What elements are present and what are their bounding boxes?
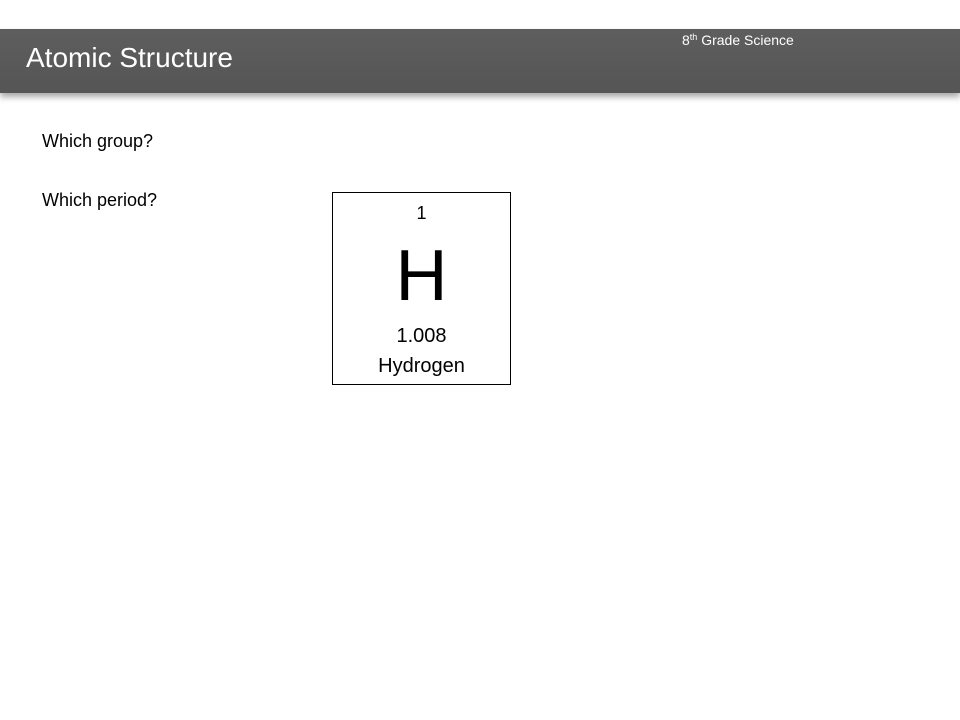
course-subject: Grade Science xyxy=(697,32,794,48)
atomic-number: 1 xyxy=(416,203,427,223)
question-period: Which period? xyxy=(42,190,158,210)
question-group: Which group? xyxy=(42,131,154,151)
grade-suffix: th xyxy=(689,32,698,42)
slide-title: Atomic Structure xyxy=(26,42,233,73)
course-label xyxy=(682,31,794,49)
element-symbol: H xyxy=(395,236,448,316)
element-name: Hydrogen xyxy=(378,355,465,377)
grade-number: 8 xyxy=(682,32,690,48)
atomic-mass: 1.008 xyxy=(396,325,447,347)
title-bar xyxy=(0,29,960,93)
element-tile-hydrogen xyxy=(332,192,511,385)
